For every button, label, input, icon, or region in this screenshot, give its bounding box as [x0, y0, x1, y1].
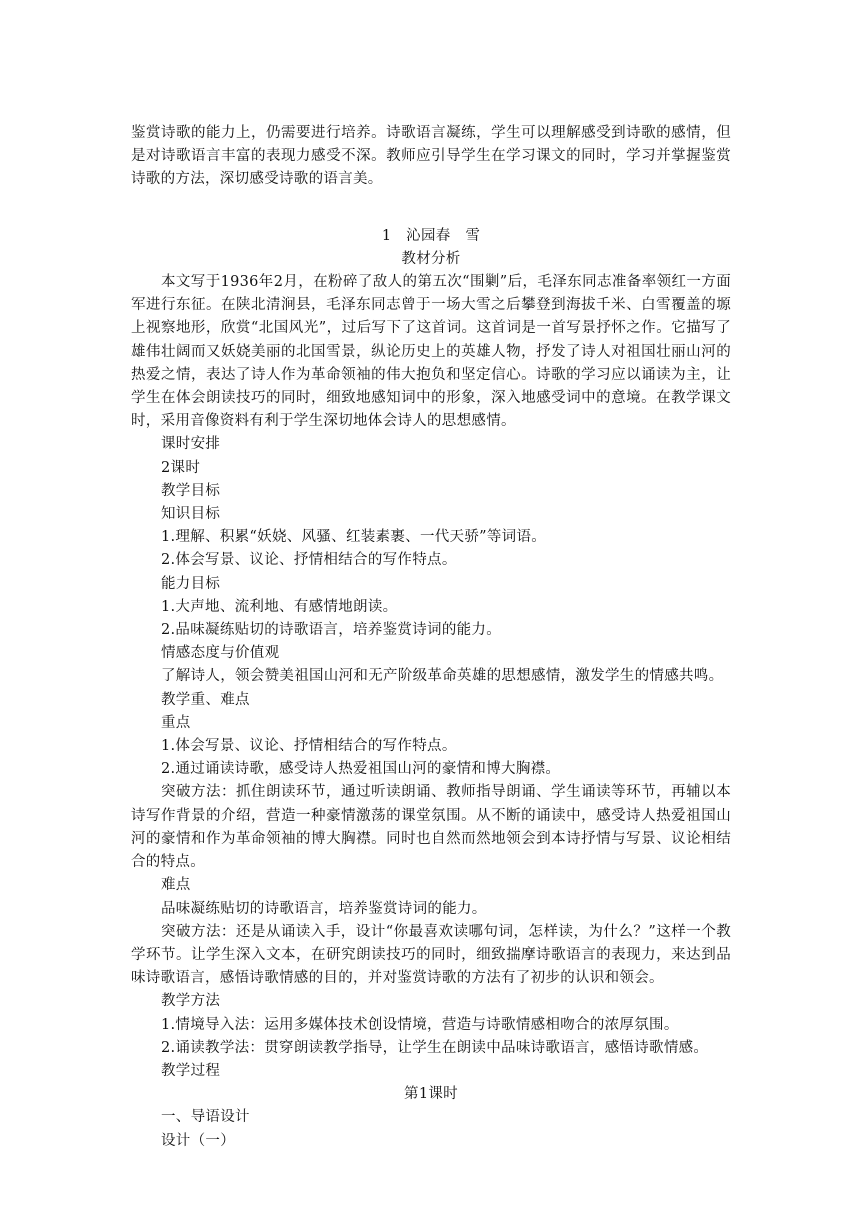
methods-heading: 教学方法	[161, 993, 221, 1010]
goals-heading: 教学目标	[161, 482, 221, 499]
focus-item: 1.体会写景、议论、抒情相结合的写作特点。	[161, 738, 457, 755]
ability-item: 2.品味凝练贴切的诗歌语言，培养鉴赏诗词的能力。	[161, 622, 502, 639]
difficulty-paragraph: 品味凝练贴切的诗歌语言，培养鉴赏诗词的能力。	[161, 900, 487, 917]
process-heading: 教学过程	[161, 1062, 221, 1079]
session-heading: 第1课时	[404, 1086, 458, 1103]
design-heading: 设计（一）	[161, 1132, 235, 1149]
focus-method-paragraph: 突破方法：抓住朗读环节，通过听读朗诵、教师指导朗诵、学生诵读等环节，再辅以本诗写作背景的介绍，营造一种豪情激荡的课堂氛围。从不断的诵读中，感受诗人热爱祖国山河的豪情和作为革命领袖的博大胸襟。同时也自然而然地领会到本诗抒情与写景、议论相结合的特点。	[131, 784, 731, 871]
emotion-heading: 情感态度与价值观	[161, 645, 280, 662]
ability-item: 1.大声地、流利地、有感情地朗读。	[161, 598, 398, 615]
knowledge-item: 1.理解、积累“妖娆、风骚、红装素裹、一代天骄”等词语。	[161, 529, 547, 546]
focus-item: 2.通过诵读诗歌，感受诗人热爱祖国山河的豪情和博大胸襟。	[161, 761, 561, 778]
spacer	[131, 192, 731, 215]
difficulty-method-paragraph: 突破方法：还是从诵读入手，设计“你最喜欢读哪句词，怎样读，为什么？”这样一个教学环节。让学生深入文本，在研究朗读技巧的同时，细致揣摩诗歌语言的表现力，来达到品味诗歌语言，感悟诗歌情感的目的，并对鉴赏诗歌的方法有了初步的认识和领会。	[131, 923, 731, 987]
methods-item: 2.诵读教学法：贯穿朗读教学指导，让学生在朗读中品味诗歌语言，感悟诗歌情感。	[161, 1039, 709, 1056]
methods-item: 1.情境导入法：运用多媒体技术创设情境，营造与诗歌情感相吻合的浓厚氛围。	[161, 1016, 679, 1033]
ability-heading: 能力目标	[161, 575, 221, 592]
schedule-value: 2课时	[161, 459, 201, 476]
document-body	[131, 122, 731, 1153]
difficulty-heading: 难点	[161, 877, 191, 894]
intro-paragraph: 鉴赏诗歌的能力上，仍需要进行培养。诗歌语言凝练，学生可以理解感受到诗歌的感情，但是对诗歌语言丰富的表现力感受不深。教师应引导学生在学习课文的同时，学习并掌握鉴赏诗歌的方法，深切感受诗歌的语言美。	[131, 125, 731, 188]
knowledge-heading: 知识目标	[161, 506, 221, 523]
analysis-paragraph: 本文写于1936年2月，在粉碎了敌人的第五次“围剿”后，毛泽东同志准备率领红一方面军进行东征。在陕北清涧县，毛泽东同志曾于一场大雪之后攀登到海拔千米、白雪覆盖的塬上视察地形，欣赏“北国风光”，过后写下了这首词。这首词是一首写景抒怀之作。它描写了雄伟壮阔而又妖娆美丽的北国雪景，纵论历史上的英雄人物，抒发了诗人对祖国壮丽山河的热爱之情，表达了诗人作为革命领袖的伟大抱负和坚定信心。诗歌的学习应以诵读为主，让学生在体会朗读技巧的同时，细致地感知词中的形象，深入地感受词中的意境。在教学课文时，采用音像资料有利于学生深切地体会诗人的思想感情。	[131, 274, 731, 430]
focus-heading: 重点	[161, 714, 191, 731]
knowledge-item: 2.体会写景、议论、抒情相结合的写作特点。	[161, 552, 457, 569]
analysis-heading: 教材分析	[401, 250, 461, 267]
schedule-heading: 课时安排	[161, 436, 221, 453]
emotion-paragraph: 了解诗人，领会赞美祖国山河和无产阶级革命英雄的思想感情，激发学生的情感共鸣。	[161, 668, 724, 685]
keypoints-heading: 教学重、难点	[161, 691, 250, 708]
section-heading: 一、导语设计	[161, 1109, 250, 1126]
lesson-title: 1 沁园春 雪	[381, 227, 481, 244]
